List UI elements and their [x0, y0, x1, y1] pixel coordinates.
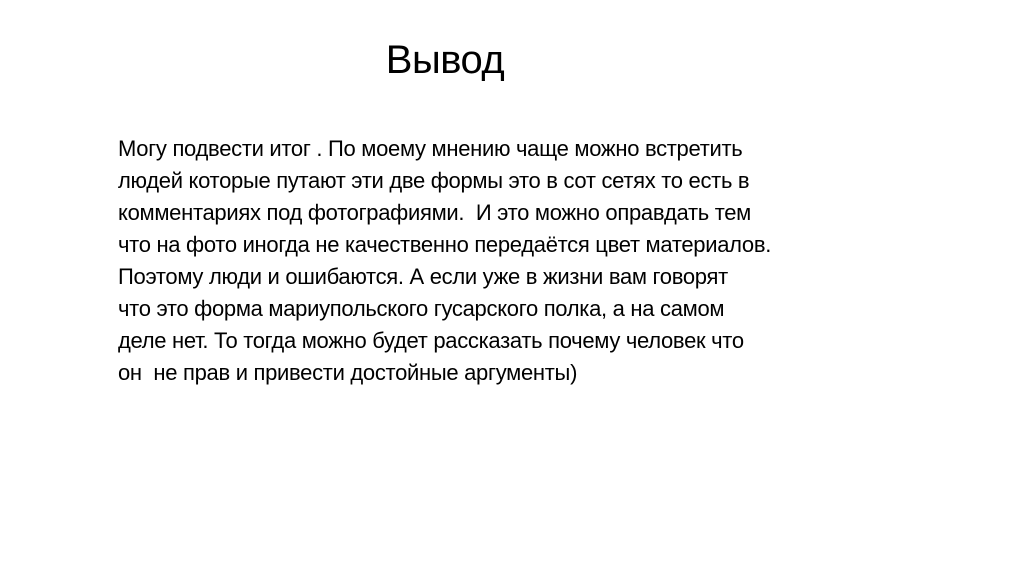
body-line: деле нет. То тогда можно будет рассказать почему человек что [118, 328, 744, 353]
body-line: Могу подвести итог . По моему мнению чаще можно встретить [118, 136, 743, 161]
body-line: людей которые путают эти две формы это в сот сетях то есть в [118, 168, 750, 193]
body-line: комментариях под фотографиями. И это можно оправдать тем [118, 200, 751, 225]
body-line: что это форма мариупольского гусарского полка, а на самом [118, 296, 725, 321]
body-line: что на фото иногда не качественно передаётся цвет материалов. [118, 232, 772, 257]
slide-body-text [118, 133, 898, 389]
body-line: он не прав и привести достойные аргументы) [118, 360, 578, 385]
slide-title: Вывод [385, 38, 505, 82]
body-line: Поэтому люди и ошибаются. А если уже в жизни вам говорят [118, 264, 728, 289]
